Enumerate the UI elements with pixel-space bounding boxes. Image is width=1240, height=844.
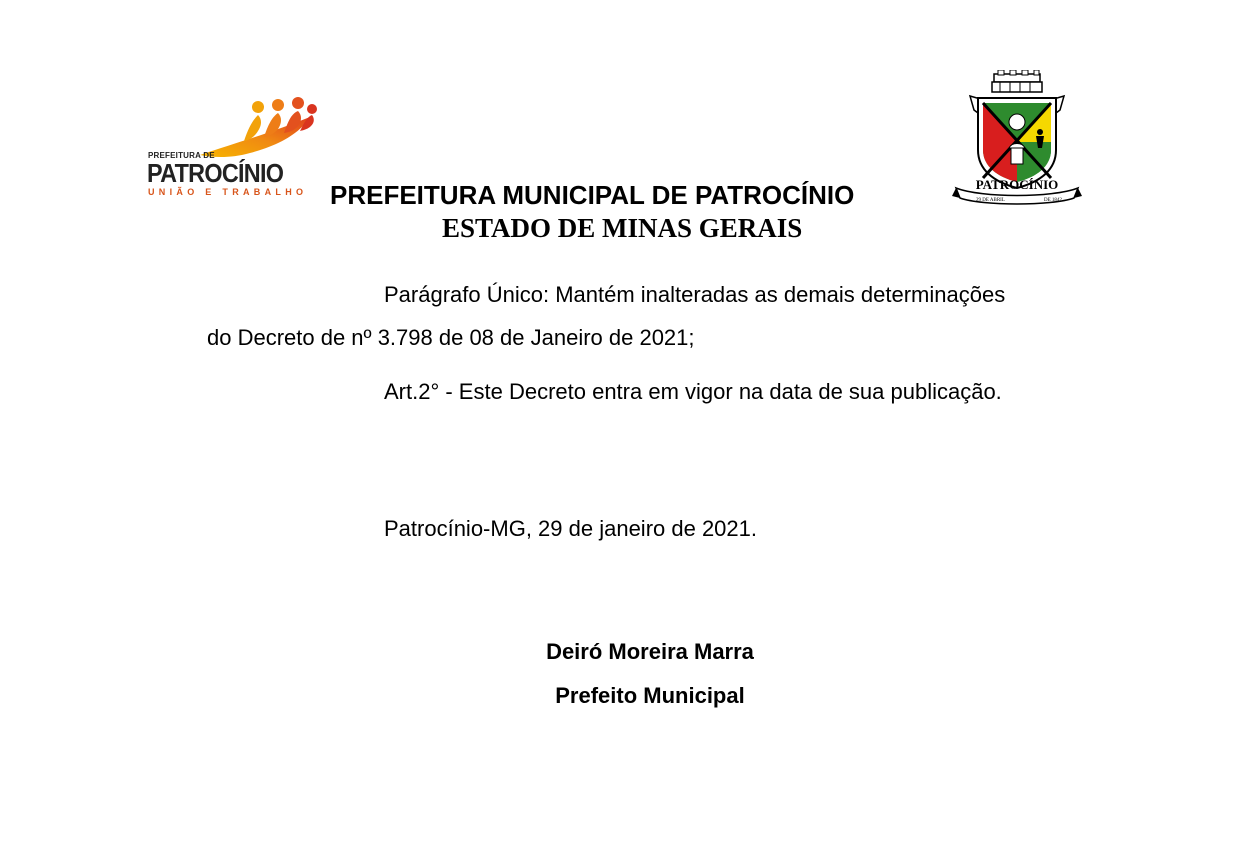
logo-tagline: UNIÃO E TRABALHO — [148, 187, 308, 197]
coat-ribbon-left: 29 DE ABRIL — [976, 198, 1005, 203]
coat-banner-text: PATROCÍNIO — [975, 177, 1059, 192]
header-subtitle: ESTADO DE MINAS GERAIS — [442, 213, 803, 243]
paragrafo-unico-line-2: do Decreto de nº 3.798 de 08 de Janeiro de 2021; — [207, 325, 695, 350]
place-date: Patrocínio-MG, 29 de janeiro de 2021. — [384, 516, 758, 541]
logo-main-text: PATROCÍNIO — [147, 158, 284, 188]
signatory-role: Prefeito Municipal — [555, 683, 745, 708]
header-title: PREFEITURA MUNICIPAL DE PATROCÍNIO — [330, 180, 855, 210]
signatory-name: Deiró Moreira Marra — [546, 639, 754, 664]
paragrafo-unico-line-1: Parágrafo Único: Mantém inalteradas as demais determinações — [384, 282, 1006, 307]
coat-of-arms-icon — [952, 70, 1082, 210]
coat-ribbon-right: DE 1842 — [1044, 198, 1062, 203]
prefeitura-logo — [140, 95, 330, 205]
article-2-text: Art.2° - Este Decreto entra em vigor na data de sua publicação. — [384, 379, 1002, 404]
logo-small-text: PREFEITURA DE — [148, 151, 215, 160]
